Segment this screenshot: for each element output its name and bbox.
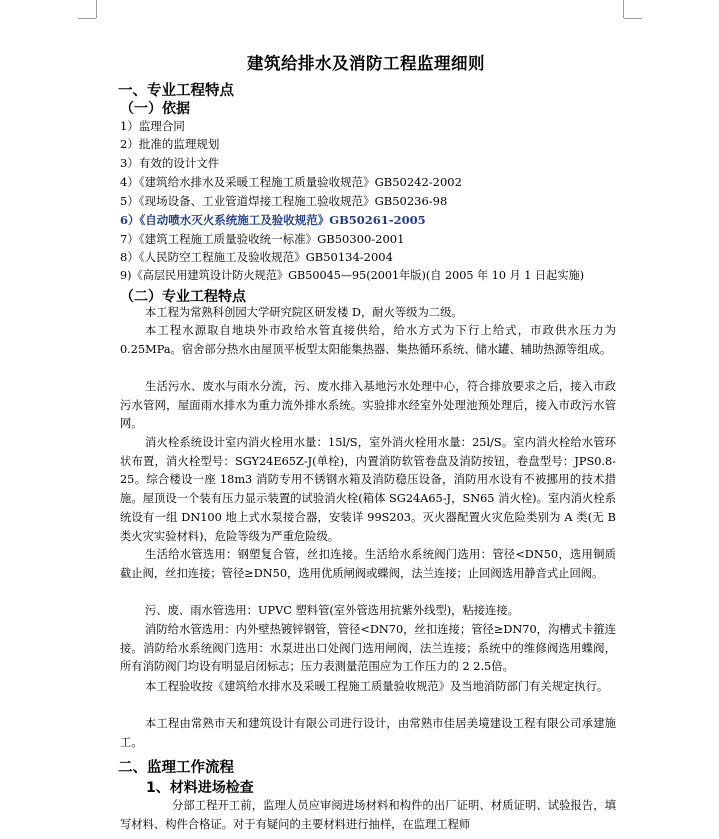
document-title: 建筑给排水及消防工程监理细则 <box>247 54 485 73</box>
basis-item: 1）监理合同 <box>120 119 185 133</box>
basis-item: 6）《自动喷水灭火系统施工及验收规范》GB50261-2005 <box>120 213 426 227</box>
paragraph: 本工程为常熟科创园大学研究院区研发楼 D，耐火等级为二级。 <box>145 306 463 319</box>
paragraph: 本工程水源取自地块外市政给水管直接供给，给水方式为下行上给式，市政供水压力为 0.25MPa。宿舍部分热水由屋顶平板型太阳能集热器、集热循环系统、储水罐、辅助热源等组成。 <box>120 324 616 356</box>
corner-mark-top-right-v <box>623 0 624 18</box>
paragraph: 本工程验收按《建筑给水排水及采暖工程施工质量验收规范》及当地消防部门有关规定执行。 <box>145 680 609 693</box>
paragraph: 分部工程开工前，监理人员应审阅进场材料和构件的出厂证明、材质证明、试验报告，填写材料、构件合格证。对于有疑问的主要材料进行抽样，在监理工程师 <box>120 799 616 831</box>
corner-mark-top-left-v <box>96 0 97 18</box>
paragraph: 污、废、雨水管选用：UPVC 塑料管(室外管选用抗紫外线型)，粘接连接。 <box>145 604 519 617</box>
basis-item: 9)《高层民用建筑设计防火规范》GB50045—95(2001年版)(自 2005 年 10 月 1 日起实施) <box>120 269 585 282</box>
basis-item: 5）《现场设备、工业管道焊接工程施工验收规范》GB50236-98 <box>120 194 448 208</box>
subsection-heading: 1、材料进场检查 <box>146 780 254 796</box>
basis-item: 8）《人民防空工程施工及验收规范》GB50134-2004 <box>120 250 393 264</box>
features-heading: （二）专业工程特点 <box>120 289 246 305</box>
paragraph: 消防给水管选用：内外壁热镀锌钢管，管径<DN70，丝扣连接；管径≥DN70，沟槽式卡箍连接。消防给水系统阀门选用：水泵进出口处阀门选用闸阀，法兰连接；系统中的维修阀选用蝶阀，所有消防阀门均设有明显启闭标志；压力表测量范围应为工作压力的 2 2.5倍。 <box>120 623 616 674</box>
paragraph: 本工程由常熟市天和建筑设计有限公司进行设计，由常熟市佳居美境建设工程有限公司承建施工。 <box>120 717 616 749</box>
basis-heading: （一）依据 <box>120 101 190 117</box>
paragraph: 生活污水、废水与雨水分流，污、废水排入基地污水处理中心，符合排放要求之后，接入市政污水管网，屋面雨水排水为重力流外排水系统。实验排水经室外处理池预处理后，接入市政污水管网。 <box>120 380 616 431</box>
basis-item: 4）《建筑给水排水及采暖工程施工质量验收规范》GB50242-2002 <box>120 175 462 189</box>
section-heading-1: 一、专业工程特点 <box>118 83 234 99</box>
section-heading-2: 二、监理工作流程 <box>118 760 234 776</box>
basis-item: 2）批准的监理规划 <box>120 137 220 151</box>
corner-mark-top-left-h <box>78 18 96 19</box>
paragraph: 生活给水管选用：钢塑复合管，丝扣连接。生活给水系统阀门选用：管径<DN50，选用铜质截止阀，丝扣连接；管径≥DN50，选用优质闸阀或蝶阀，法兰连接；止回阀选用静音式止回阀。 <box>120 548 616 580</box>
paragraph: 消火栓系统设计室内消火栓用水量：15l/S，室外消火栓用水量：25l/S。室内消火栓给水管环状布置，消火栓型号：SGY24E65Z-J(单栓)，内置消防软管卷盘及消防按钮，卷盘型号：JPS0.8-25。综合楼设一座 18m3 消防专用不锈钢水箱及消防稳压设备，消防用水设有不被挪用的技术措施。屋顶设一个装有压力显示装置的试验消火栓(箱体 SG24A65-J，SN65 消火栓)。室内消火栓系统设有一组 DN100 地上式水泵接合器，安装详 99S203。灭火器配置火灾危险类别为 A 类(无 B 类火灾实验材料)，危险等级为严重危险级。 <box>120 436 616 543</box>
corner-mark-top-right-h <box>624 18 642 19</box>
basis-item: 7）《建筑工程施工质量验收统一标准》GB50300-2001 <box>120 232 405 246</box>
basis-item: 3）有效的设计文件 <box>120 156 220 170</box>
